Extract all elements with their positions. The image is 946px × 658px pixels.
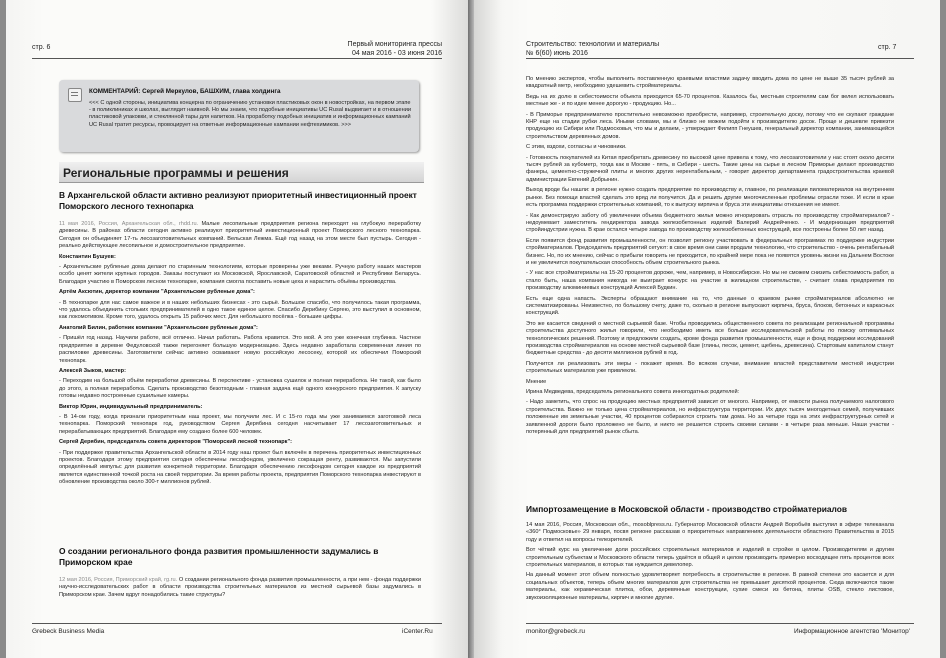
article-paragraph: - Как демонстрирую заботу об увеличении объема бюджетного жилья можно игнорировать отрасль по производству стройматериалов? - недоумевает заместитель гендиректора завода железобетонных изделий Валерий Андрейченко. - И модернизация предприятий стройиндустрии нужна. В крае остался четыре завода по производству железобетонных конструкций, все построены более 50 лет назад. <box>526 212 894 234</box>
footer-publisher: Grebeck Business Media <box>32 628 105 635</box>
footer-rule <box>32 623 442 624</box>
speaker-name: Артём Аксютин, директор компании "Архангельские рубленые дома": <box>59 289 255 296</box>
quote-paragraph: - При поддержке правительства Архангельской области в 2014 году наш проект был включён в перечень приоритетных инвестиционных проектов. Благодаря этому предприятия сегодня обеспечены лесофондом, увеличено сокращая ренту, развиваются. Мы запустили определённый импульс для развития конкретной территории. Благодаря обеспечению лесофондом сегодня каждое из предприятий является единственной точкой роста на своей территории. За время работы проекта, предприятия Поморского технопарка инвестируют в обновление производства около 300-т миллионов рублей. <box>59 449 421 486</box>
header-title: Первый мониторинга прессы <box>347 41 442 48</box>
comment-text: <<< С одной стороны, инициатива концерна по ограничению установки пластиковых окон в новостройках, на первом этапе - в поликлиниках и школах, выглядит наивной. Но мы знаем, что подобные инициативы UC Rusal выдвигает и в отношении пластиковой упаковки, и стеклянной тары для напитков. На проработку подобных инициатив и информационных кампаний UC Rusal тратит ресурсы, провоцирует на ответные информационные кампании нефтехимиков. >>> <box>89 100 411 128</box>
article-paragraph: Мнение <box>526 378 547 385</box>
header-title: Строительство: технологии и материалы <box>526 41 660 48</box>
article-body <box>526 76 894 439</box>
speaker-name: Константин Бушуев: <box>59 253 116 260</box>
article-paragraph: С этим, вздохи, согласны и чиновники. <box>526 144 627 151</box>
article-body <box>59 577 421 599</box>
quote-paragraph: - Переходим на большой объём переработки древесины. В перспективе - установка сушилок и полная переработка. Не такой, как было до этого, а полная переработка. Сделать производство безотходным - главная задача ещё одного конкурсного предприятия. К запуску готовы недавно построенные сушильные камеры. <box>59 378 421 400</box>
page-number: стр. 7 <box>878 44 897 51</box>
article-title: В Архангельской области активно реализуют приоритетный инвестиционный проект Поморского лесного технопарка <box>59 190 417 211</box>
article-paragraph: Ирина Медведева, председатель регионального совета инногодатных родителей: <box>526 389 740 396</box>
speaker-name: Сергей Дерябин, председатель совета директоров "Поморский лесной технопарк": <box>59 439 292 446</box>
speaker-name: Виктор Юрин, индивидуальный предприниматель: <box>59 403 203 410</box>
footer-rule <box>526 623 914 624</box>
article-title: Импортозамещение в Московской области - производство стройматериалов <box>526 504 847 514</box>
article-body <box>526 522 894 605</box>
article-paragraph: Выход вроде бы нашли: в регионе нужно создать предприятие по производству и, главное, по реализации пиломатериалов на внутреннем рынке. Без помощи властей сделать это вряд ли получится. Да и решить другие многочисленные проблемы отрасли тоже. И если в крае есть программа поддержки строительных компаний, то к выпуску кирпича и бруса эти инициативы отношения не имеют. <box>526 187 894 209</box>
article-paragraph: Есть еще одна напасть. Эксперты обращают внимание на то, что данные о краевом рынке стройматериалов абсолютно не систематизированы. Неизвестно, по большому счету, даже то, сколько в регионе выпускают кирпича, бруса, блоков, бетонных и каркасных конструкций. <box>526 295 894 317</box>
quote-paragraph: - Пришёл год назад. Научили работе, всё отлично. Начал работать. Работа нравится. Это мой. А это уже конечная глубинка. Частное предприятие в деревне Федуловской также перегоняет большую модернизацию. Здесь недавно заработала современная линия по распиловке древесины. Заготовители сейчас активно осваивают новую российскую лесосеку, которой их обеспечил Поморский технопарк. <box>59 335 421 364</box>
article-paragraph: Ведь на их долю в себестоимости объекта приходится 65-70 процентов. Казалось бы, местным строителям сам бог велел использовать местные же - и по идее менее дорогую - продукцию. Но... <box>526 93 894 108</box>
quote-paragraph: - В 14-ом году, когда признали приоритетным наш проект, мы получили лес. И с 15-го года мы уже занимаемся заготовкой леса технопарка. Поморский технопарк год, руководством Сергея Дерябина сегодня насчитывает 17 лесозаготовительных и перерабатывающих предприятий. Благодаря ему создано более 600 человек. <box>59 413 421 435</box>
comment-box <box>59 80 419 152</box>
header-issue: № 6(60) июнь 2016 <box>526 50 588 57</box>
comment-heading: КОММЕНТАРИЙ: Сергей Меркулов, БАШХИМ, глава холдинга <box>89 88 281 95</box>
article-intro: Малые лесопильные предприятия региона переходят на глубокую переработку древесины. В районах области сегодня активно реализуют приоритетный инвестиционный проект Поморского лесного технопарка. Сегодня он объединяет 17-ть лесозаготовительных компаний. Вельская Лежма. Ещё год назад на этом месте был пустырь. Сегодня - реально действующее лесопильное и домостроительное предприятие. <box>59 221 421 250</box>
footer-agency: Информационное агентство 'Монитор' <box>794 628 911 635</box>
article-dateline: 12 мая 2016, Россия, Приморский край, rg.ru. <box>59 577 178 583</box>
article-paragraph: Вот чёткий курс на увеличение доли российских строительных материалов и изделий в стройке в целом. Производителям и другим строительным субъектам и Московского области теперь удаётся в общей и целом производить примерно восходящее пять процентов всех строительных материалов, в которых так нуждается девелопер. <box>526 547 894 569</box>
header-rule <box>526 58 914 59</box>
article-dateline: 11 мая 2016, Россия, Архангельская обл., rhdd.ru. <box>59 221 199 227</box>
speaker-name: Алексей Зыков, мастер: <box>59 367 126 374</box>
article-title: О создании регионального фонда развития промышленности задумались в Приморском крае <box>59 546 379 567</box>
article-body <box>59 221 421 490</box>
section-header <box>59 162 424 183</box>
article-paragraph: Это же касается сведений о местной сырьевой базе. Чтобы проводились общественного совета по реализации региональной программы строительства доступного жилья говорили, что необходимо иметь все больше исследовательской работы по поиску оптимальных технологических решений. Поэтому и предложили создать, кроме фонда развития промышленности, еще и фонд поддержки исследований производства стройматериалов на основе местной сырьевой базе (глины, песок, цемент, щебень, древесина). Стартовым капиталом станут бюджетные средства - до десяти миллионов рублей в год. <box>526 320 894 357</box>
article-paragraph: По мнению экспертов, чтобы выполнить поставленную краевыми властями задачу вводить дома по цене не выше 35 тысяч рублей за квадратный метр, необходимо удешевить стройматериалы. <box>526 76 894 90</box>
article-paragraph: Если появится фонд развития промышленности, он позволит региону участвовать в федеральных программах по поддержке индустрии стройматериалов. Председатель предприятий сетуют: в свое время они сами продали технологию, что строительство - очень рентабельный бизнес. Но, по их мнению, сейчас о прибыли говорить не приходится, по крайней мере пока не появятся уровень жизни на Дальнем Востоке и не увеличится покупательская способность объем строительного рынка. <box>526 237 894 266</box>
page-number: стр. 6 <box>32 44 51 51</box>
speaker-name: Анатолий Билин, работник компании "Архангельские рубленые дома": <box>59 324 258 331</box>
right-page <box>474 0 940 658</box>
article-paragraph: - В Приморье предпринимателю простительно невозможно приобрести, например, строительную доску, потому что ее скупают граждане КНР еще на стадии рубки леса. Иными словами, мы и близко не можем подойти к производителю досок. Проще и дешевле привезти продукцию из Сибири или Подмосковья, что мы и делаем, - утверждает Филипп Гнеушев, генеральный директор компании, занимающейся строительством деревянных домов. <box>526 111 894 140</box>
footer-email: monitor@grebeck.ru <box>526 628 585 635</box>
article-paragraph: Получится ли реализовать эти меры - покажет время. Во всяком случае, внимание властей представители местной индустрии строительных материалов уже привлекли. <box>526 360 894 375</box>
comment-icon <box>68 88 82 102</box>
article-paragraph: - Надо заметить, что спрос на продукцию местных предприятий зависит от многого. Например, от емкости рынка получаемого налогового строительства. Важно не только цена стройматериалов, но инфраструктура территории. Их двух тысяч многодетных семей, получивших положенные им земельные участки, 40 процентов собираются строить там дома. Но за четыре года на этих инфраструктурных сетей и заявленной дороги было проложено не было, и никто не решается строить своими силами - в четыре раза меньше. Наши участки - потерянный для предприятий рынок сбыта. <box>526 399 894 436</box>
article-intro: О создании регионального фонда развития промышленности, а при нем - фонда поддержки научно-исследовательских работ в области производства строительных материалов из местной сырьевой базы задумались в Приморском крае. Зачем вдруг понадобились такие структуры? <box>59 577 421 598</box>
quote-paragraph: - В технопарке для нас самое важное и в наших небольших бизнесах - это сырьё. Большое спасибо, что получилось такая программа, что удалось объединить стольких предпринимателей в одно такое единое целое. Спасибо Дерибину Сергею, это выступил в основном, как локомотивом. Кроме того, удалось открыть 15 рабочих мест. Для небольшого посёлка - большие цифры. <box>59 299 421 321</box>
page-header <box>526 40 726 58</box>
header-rule <box>32 58 442 59</box>
left-page <box>6 0 468 658</box>
page-header <box>302 40 442 58</box>
article-paragraph: На данный момент этот объем полностью удовлетворяет потребность в строительстве в регионе. В равной степени это касается и для социальных объектов, теперь объем многих материалов для строительства не превышает десяткой процентов. Сюда включаются такие материалы, как керамическая плитка, обои, деревянные конструкции, сухие смеси из бетона, плиты OSB, стекло листовое, звукоизоляционные материалы, кирпич и многие другие. <box>526 572 894 601</box>
quote-paragraph: - Архангельские рубленые дома делают по старинным технологиям, которые проверены уже веками. Ручную работу наших мастеров особо ценят жители крупных городов. Заказы поступают из Московской, Ярославской, Саратовской областей и Республики Беларусь. Благодаря участию в Поморском лесном технопарке, компания смогла поставить новые цеха и нарастить объёмы производства. <box>59 264 421 285</box>
section-title: Региональные программы и решения <box>63 166 289 180</box>
article-paragraph: - У нас все стройматериалы на 15-20 процентов дороже, чем, например, в Новосибирске. Но мы не сможем снизить себестоимость работ, а стало быть, наша компания никогда не выиграет конкурс на участие в жилищном строительстве, - считает глава предприятия по производству алюминиевых конструкций Алексей Будкин. <box>526 270 894 292</box>
header-dates: 04 мая 2016 - 03 июня 2016 <box>351 50 442 57</box>
footer-site: iCenter.Ru <box>402 628 433 635</box>
article-paragraph: 14 мая 2016, Россия, Московская обл., mosoblpress.ru. Губернатор Московской области Андрей Воробьёв выступил в эфире телеканала «360° Подмосковье» 29 января, посвя регионе рассказав о приоритетных направлениях деятельности областного Правительства в 2015 году и ответил на вопросы телезрителей. <box>526 522 894 543</box>
article-paragraph: - Готовность покупателей из Китая приобретать древесину по высокой цене привела к тому, что лесозаготовители у нас стоят около десяти тысяч рублей за кубометр, тогда как в Москве - пять, в Сибири - шесть. Такие цены на сырье в лесном Приморье делают производство фанеры, цементно-стружечной плиты и многих других нерентабельным, - говорит директор департамента градостроительства краевой администрации Евгений Добрынин. <box>526 154 894 183</box>
